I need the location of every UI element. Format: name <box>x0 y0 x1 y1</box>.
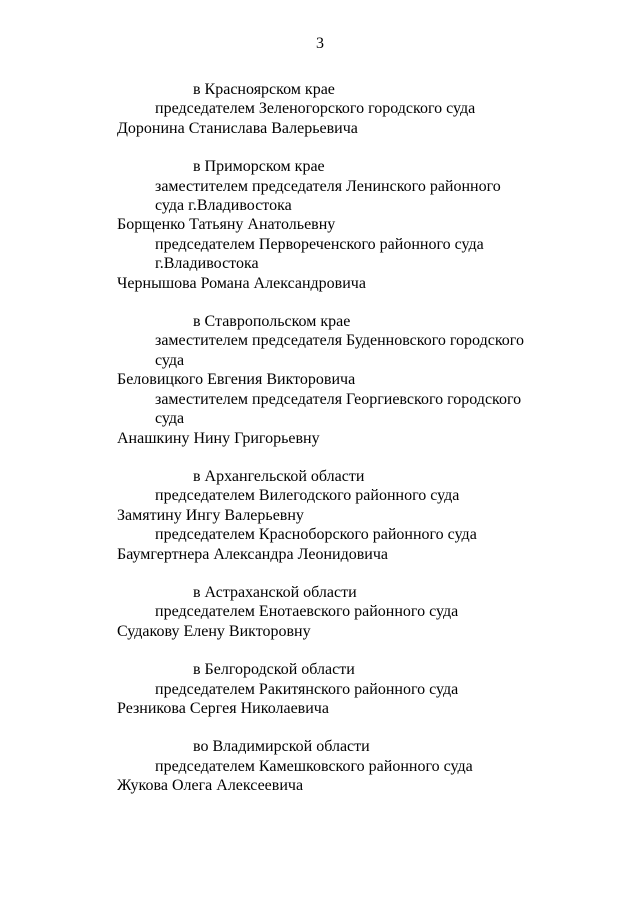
position-title: суда <box>155 410 185 428</box>
region-heading: в Ставропольском крае <box>193 313 351 331</box>
position-title: заместителем председателя Ленинского районного <box>155 177 501 195</box>
region-section <box>117 157 557 293</box>
appointee-name: Резникова Сергея Николаевича <box>117 699 329 717</box>
position-title: председателем Красноборского районного суда <box>155 526 477 544</box>
region-heading: в Приморском крае <box>193 158 325 176</box>
appointments-list <box>117 80 557 815</box>
page-number: 3 <box>316 35 324 52</box>
appointee-name: Судакову Елену Викторовну <box>117 622 311 640</box>
region-heading: в Архангельской области <box>193 467 365 485</box>
region-section <box>117 312 557 448</box>
region-section <box>117 583 557 641</box>
appointee-name: Борщенко Татьяну Анатольевну <box>117 216 336 234</box>
region-heading: в Астраханской области <box>193 583 357 601</box>
region-heading: во Владимирской области <box>193 738 370 756</box>
region-section <box>117 660 557 718</box>
position-title: председателем Вилегодского районного суда <box>155 487 460 505</box>
position-title: председателем Енотаевского районного суда <box>155 603 459 621</box>
position-title: председателем Первореченского районного суда <box>155 235 484 253</box>
appointee-name: Чернышова Романа Александровича <box>117 274 366 292</box>
region-section <box>117 737 557 795</box>
position-title: г.Владивостока <box>155 255 259 273</box>
position-title: председателем Зеленогорского городского суда <box>155 100 476 118</box>
position-title: председателем Камешковского районного суда <box>155 757 473 775</box>
appointee-name: Доронина Станислава Валерьевича <box>117 119 358 137</box>
appointee-name: Баумгертнера Александра Леонидовича <box>117 545 388 563</box>
region-section <box>117 467 557 564</box>
position-title: суда <box>155 351 185 369</box>
position-title: суда г.Владивостока <box>155 197 292 215</box>
position-title: председателем Ракитянского районного суда <box>155 680 459 698</box>
region-section <box>117 80 557 138</box>
appointee-name: Замятину Ингу Валерьевну <box>117 506 304 524</box>
region-heading: в Красноярском крае <box>193 81 335 98</box>
region-heading: в Белгородской области <box>193 661 355 679</box>
position-title: заместителем председателя Буденновского городского <box>155 332 524 350</box>
position-title: заместителем председателя Георгиевского городского <box>155 390 522 408</box>
appointee-name: Беловицкого Евгения Викторовича <box>117 371 356 389</box>
appointee-name: Жукова Олега Алексеевича <box>117 777 304 795</box>
appointee-name: Анашкину Нину Григорьевну <box>117 429 320 447</box>
